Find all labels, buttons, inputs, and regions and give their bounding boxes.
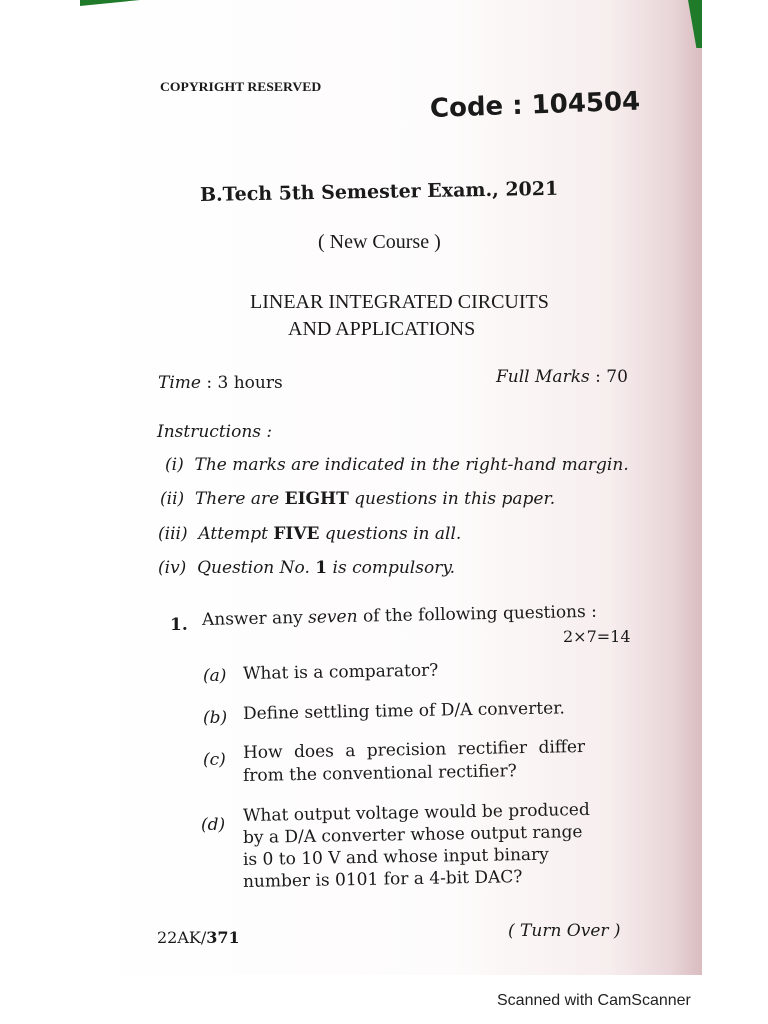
label: (c) <box>203 750 226 770</box>
instructions-heading: Instructions : <box>157 422 273 442</box>
q-text: Answer any <box>201 607 309 630</box>
code-number: 371 <box>206 928 240 947</box>
question-marks: 2×7=14 <box>563 627 631 646</box>
time-label: Time <box>158 373 201 393</box>
marks-value: : 70 <box>595 367 628 387</box>
subject-title-line2: AND APPLICATIONS <box>288 318 476 340</box>
item-text: questions in this paper. <box>348 489 556 509</box>
part-text: Define settling time of D/A converter. <box>242 698 566 724</box>
part-text: How does a precision rectifier differ <box>242 737 586 763</box>
label: (b) <box>203 708 228 728</box>
part-text: from the conventional rectifier? <box>242 761 517 786</box>
item-number: (i) <box>165 455 184 475</box>
subject-title: LINEAR INTEGRATED CIRCUITS <box>250 291 549 313</box>
instruction-item <box>158 524 461 544</box>
part-label <box>203 666 226 686</box>
instruction-item <box>160 489 555 509</box>
scanner-watermark: Scanned with CamScanner <box>497 992 691 1009</box>
copyright-notice: COPYRIGHT RESERVED <box>160 79 322 94</box>
item-emphasis: FIVE <box>273 524 320 544</box>
item-emphasis: EIGHT <box>284 489 349 509</box>
course-type: ( New Course ) <box>318 231 441 253</box>
item-text: Question No. <box>197 558 316 578</box>
code-prefix: 22AK/ <box>157 928 207 947</box>
part-label <box>201 815 225 835</box>
part-text: number is 0101 for a 4-bit DAC? <box>242 867 523 892</box>
item-number: (ii) <box>160 489 185 509</box>
item-number: (iv) <box>158 558 187 578</box>
part-label <box>203 750 226 770</box>
item-text: There are <box>194 489 285 509</box>
full-marks <box>496 367 628 387</box>
item-emphasis: 1 <box>315 558 328 578</box>
part-text: by a D/A converter whose output range <box>242 822 583 848</box>
item-text: is compulsory. <box>327 558 456 578</box>
turn-over-note: ( Turn Over ) <box>508 921 621 941</box>
item-text: Attempt <box>198 524 274 544</box>
part-label <box>203 708 227 728</box>
label: (d) <box>201 815 226 835</box>
exam-title: B.Tech 5th Semester Exam., 2021 <box>199 177 559 206</box>
item-text: questions in all. <box>319 524 462 544</box>
time-value: : 3 hours <box>206 373 283 393</box>
item-text: The marks are indicated in the right-hand margin. <box>194 455 629 475</box>
label: (a) <box>203 666 227 686</box>
part-text: What output voltage would be produced <box>242 799 590 826</box>
q-emphasis: seven <box>307 606 358 628</box>
instruction-item <box>165 455 629 475</box>
q-text: of the following questions : <box>357 601 598 627</box>
exam-code: Code : 104504 <box>429 86 641 124</box>
part-text: What is a comparator? <box>242 660 439 684</box>
question-number: 1. <box>170 615 188 635</box>
time-allowed <box>158 373 283 393</box>
instruction-item <box>158 558 455 578</box>
paper-code <box>157 928 240 947</box>
item-number: (iii) <box>158 524 188 544</box>
marks-label: Full Marks <box>496 367 590 387</box>
part-text: is 0 to 10 V and whose input binary <box>242 844 549 870</box>
